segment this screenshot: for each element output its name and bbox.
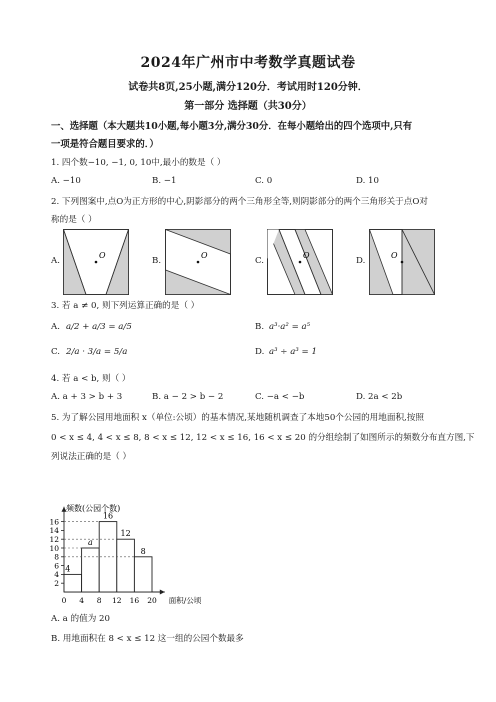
q3-option-d-expr: a³ ÷ a³ = 1 xyxy=(269,347,317,357)
q5-option-b: B. 用地面积在 8 < x ≤ 12 这一组的公园个数最多 xyxy=(51,634,244,644)
q2-figure-b xyxy=(165,229,231,295)
histogram-bar xyxy=(82,548,100,592)
bar-data-label: a xyxy=(88,538,93,547)
q5-option-a: A. a 的值为 20 xyxy=(51,614,110,624)
bar-data-label: 8 xyxy=(140,546,146,556)
q2-stem-line1: 2. 下列图案中,点O为正方形的中心,阴影部分的两个三角形全等,则阴影部分的两个三角形关于点O对 xyxy=(51,197,428,207)
q3-option-b-expr: a³·a² = a⁵ xyxy=(269,322,311,332)
x-tick-label: 12 xyxy=(112,596,122,605)
x-axis-arrow xyxy=(160,590,165,595)
bar-data-label: 16 xyxy=(102,511,114,521)
x-tick-label: 0 xyxy=(61,596,67,605)
section-heading-line1: 一、选择题（本大题共10小题,每小题3分,满分30分．在每小题给出的四个选项中,只有 xyxy=(51,121,413,132)
q2-stem-line2: 称的是（ ） xyxy=(51,215,97,225)
q3-option-c-label: C. xyxy=(51,347,61,357)
q5-stem-line2: 0 < x ≤ 4, 4 < x ≤ 8, 8 < x ≤ 12, 12 < x ≤ 16, 16 < x ≤ 20 的分组绘制了如图所示的频数分布直方图,下 xyxy=(51,433,475,443)
histogram-chart xyxy=(40,462,240,610)
q3-option-a-label: A. xyxy=(51,322,60,332)
center-point xyxy=(197,261,200,264)
exam-info: 试卷共8页,25小题,满分120分．考试用时120分钟． xyxy=(128,82,368,93)
q4-option-d: D. 2a < 2b xyxy=(356,392,403,402)
q4-option-c: C. −a < −b xyxy=(255,392,305,402)
center-label: O xyxy=(303,251,310,260)
y-tick-label: 8 xyxy=(54,552,59,562)
bar-data-label: 4 xyxy=(65,564,71,574)
x-tick-label: 4 xyxy=(79,596,84,605)
center-label: O xyxy=(201,251,208,260)
x-tick-label: 20 xyxy=(147,596,157,605)
histogram-bar xyxy=(134,557,152,592)
center-label: O xyxy=(391,251,398,260)
q3-option-a-expr: a/2 + a/3 = a/5 xyxy=(66,322,132,332)
y-tick-label: 4 xyxy=(54,570,59,580)
q3-option-b-label: B. xyxy=(255,322,265,332)
q1-stem: 1. 四个数−10, −1, 0, 10中,最小的数是（ ） xyxy=(51,158,226,168)
y-tick-label: 10 xyxy=(49,543,59,553)
q2-option-b-label: B. xyxy=(152,256,162,266)
x-tick-label: 8 xyxy=(96,596,102,605)
q1-option-b: B. −1 xyxy=(152,176,177,186)
y-tick-label: 12 xyxy=(49,535,59,544)
page-title: 2024年广州市中考数学真题试卷 xyxy=(140,55,356,71)
q3-option-c-expr: 2/a · 3/a = 5/a xyxy=(66,347,128,357)
center-point xyxy=(95,261,98,264)
q2-option-a-label: A. xyxy=(51,256,60,266)
part-heading: 第一部分 选择题（共30分） xyxy=(184,101,312,112)
q5-stem-line1: 5. 为了解公园用地面积 x（单位:公顷）的基本情况,某地随机调查了本地50个公园的用地面积,按照 xyxy=(51,413,424,423)
q2-figure-d xyxy=(369,229,435,295)
q2-option-c-label: C. xyxy=(255,256,265,266)
q4-option-b: B. a − 2 > b − 2 xyxy=(152,392,224,402)
bar-data-label: 12 xyxy=(120,529,131,539)
center-label: O xyxy=(99,251,106,260)
x-tick-label: 16 xyxy=(129,596,140,605)
q5-stem-line3: 列说法正确的是（ ） xyxy=(51,452,132,462)
section-heading-line2: 一项是符合题目要求的．） xyxy=(51,139,159,150)
x-axis-label: 面积/公顷 xyxy=(168,596,202,605)
histogram-bar xyxy=(117,539,135,592)
y-tick-label: 16 xyxy=(49,517,59,527)
q2-option-d-label: D. xyxy=(356,256,366,266)
q3-stem: 3. 若 a ≠ 0, 则下列运算正确的是（ ） xyxy=(51,301,200,311)
y-tick-label: 6 xyxy=(54,561,59,571)
y-axis-label: 频数(公园个数) xyxy=(66,503,121,513)
q4-stem: 4. 若 a < b, 则（ ） xyxy=(51,374,131,384)
q1-option-d: D. 10 xyxy=(356,176,379,186)
q3-option-d-label: D. xyxy=(255,347,265,357)
q2-figure-c xyxy=(267,229,333,295)
q1-option-c: C. 0 xyxy=(255,176,273,186)
q1-option-a: A. −10 xyxy=(51,176,81,186)
q4-option-a: A. a + 3 > b + 3 xyxy=(51,392,123,402)
center-point xyxy=(401,261,404,264)
y-tick-label: 14 xyxy=(49,526,59,536)
q2-figure-a xyxy=(63,229,129,295)
center-point xyxy=(299,261,302,264)
histogram-bar xyxy=(64,574,82,592)
y-tick-label: 2 xyxy=(54,579,59,588)
